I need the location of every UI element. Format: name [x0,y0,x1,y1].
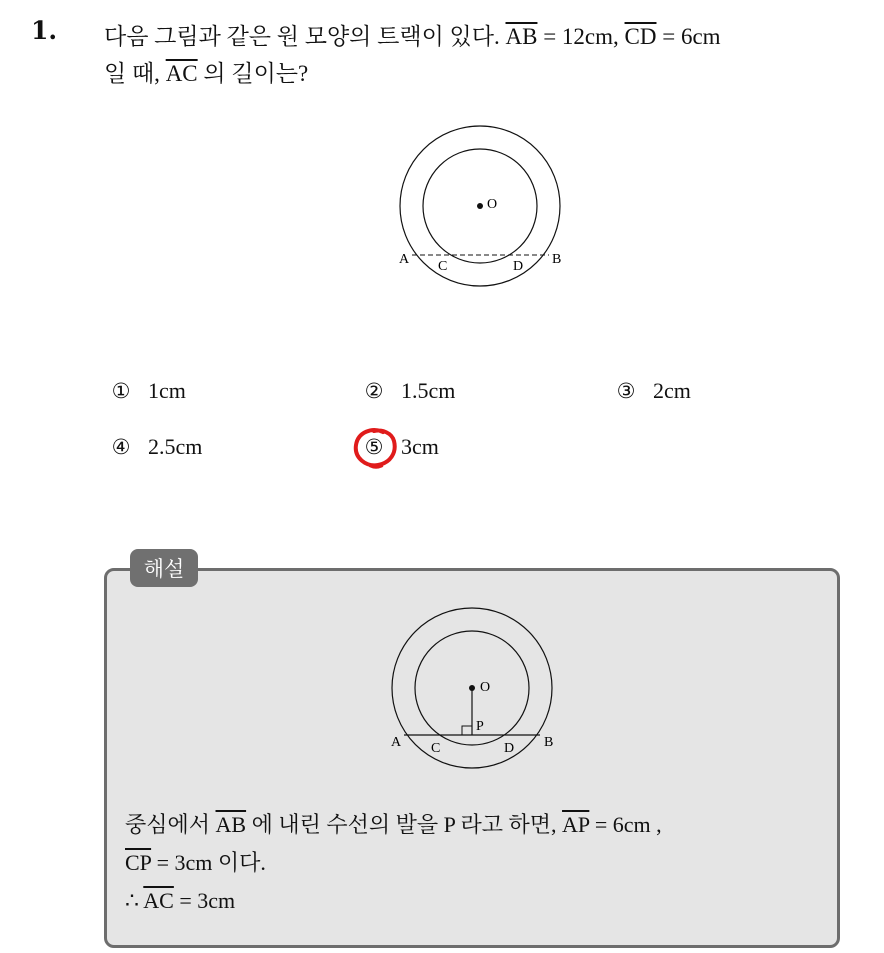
question-line2-suffix: 의 길이는? [197,61,309,86]
solution-segment-cp: $\overline{CP}$ [125,850,152,875]
solution-l1-suffix: = 6cm , [589,812,662,837]
solution-figure [384,606,560,776]
question-number: 1. [31,16,58,45]
answer-circle-stroke [356,430,395,465]
right-angle-mark [462,726,472,735]
solution-line-3 [125,882,835,920]
solution-label-a: A [391,735,402,750]
choice-1-text: 1cm [148,378,186,403]
segment-ac: $\overline{AC}$ [165,61,198,86]
choice-3-text: 2cm [653,378,691,403]
question-text [104,18,874,92]
choice-4[interactable] [110,434,202,460]
cd-value: = 6cm [656,24,721,49]
choice-2-mark: ② [364,379,384,403]
question-line2-prefix: 일 때, [104,61,166,86]
solution-line-2 [125,844,835,882]
therefore-symbol: ∴ [125,888,144,913]
solution-line-1 [125,806,835,844]
solution-segment-ap: $\overline{AP}$ [562,812,590,837]
label-c: C [438,259,448,274]
center-point [477,203,483,209]
selected-answer-ring [352,426,400,470]
label-b: B [552,252,562,267]
question-line-2 [104,55,874,92]
choice-1-mark: ① [111,379,131,403]
choice-1[interactable] [110,378,186,404]
choice-3-mark: ③ [616,379,636,403]
solution-l3-suffix: = 3cm [173,888,236,913]
choice-5-mark: ⑤ [364,435,384,459]
question-line-1 [104,18,874,55]
solution-label-b: B [544,735,554,750]
choice-2-text: 1.5cm [401,378,456,403]
choice-2[interactable] [363,378,455,404]
label-a: A [399,252,410,267]
choice-4-text: 2.5cm [148,434,203,459]
solution-label-o: O [480,680,491,695]
solution-l2-suffix: = 3cm 이다. [151,850,266,875]
solution-text [125,806,835,920]
label-o: O [487,197,498,212]
question-text-prefix: 다음 그림과 같은 원 모양의 트랙이 있다. [104,24,506,49]
choice-5-text: 3cm [401,434,439,459]
segment-ab: $\overline{AB}$ [505,24,538,49]
segment-cd: $\overline{CD}$ [624,24,657,49]
solution-l1-prefix: 중심에서 [125,812,216,837]
solution-label-d: D [504,741,515,756]
choice-3[interactable] [615,378,691,404]
solution-segment-ab: $\overline{AB}$ [215,812,247,837]
label-d: D [513,259,524,274]
solution-center-point [469,685,475,691]
solution-label-p: P [476,719,484,734]
track-figure [390,118,570,293]
choice-4-mark: ④ [111,435,131,459]
solution-label-c: C [431,741,441,756]
solution-segment-ac: $\overline{AC}$ [143,888,174,913]
solution-tag: 해설 [130,549,198,587]
ab-value: = 12cm, [537,24,625,49]
solution-l1-mid: 에 내린 수선의 발을 P 라고 하면, [246,812,563,837]
